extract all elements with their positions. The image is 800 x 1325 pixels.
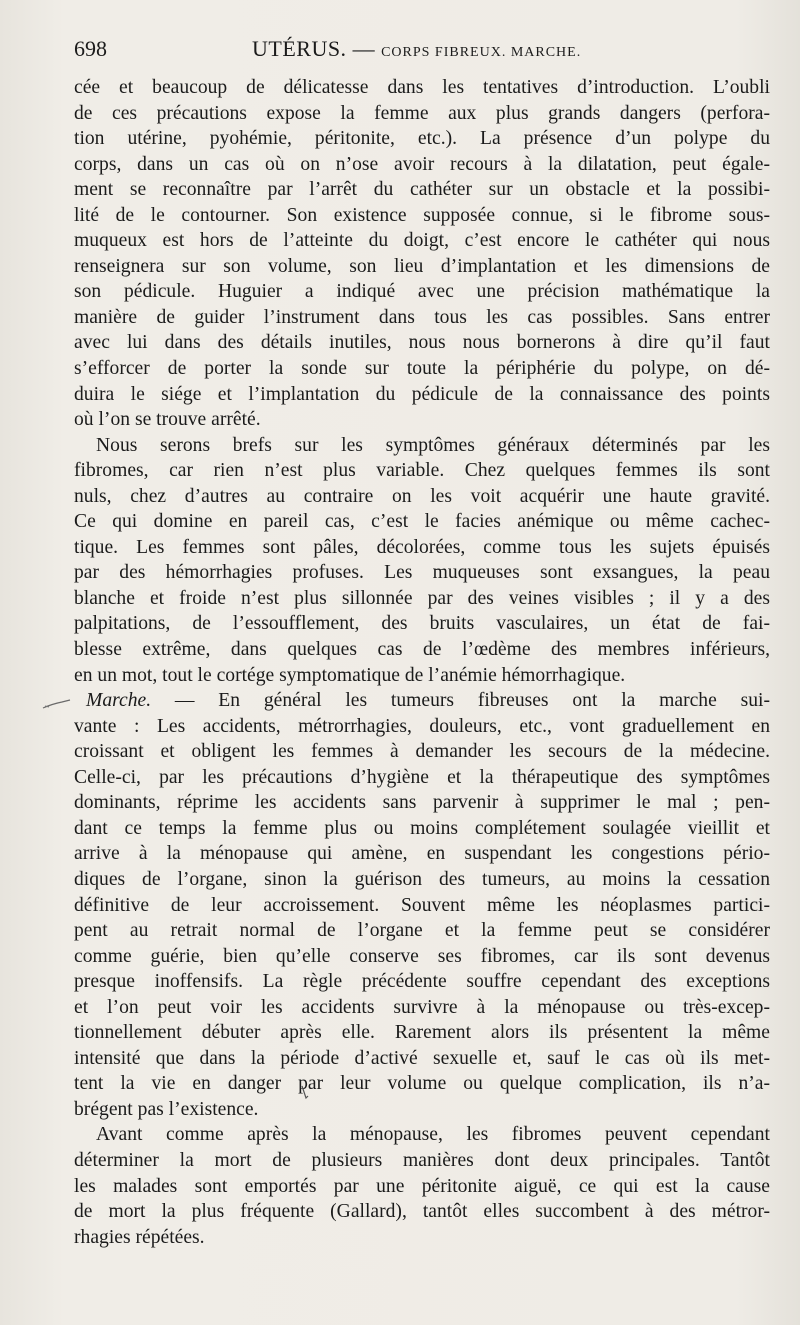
- text-line: déterminer la mort de plusieurs manières dont deux principales. Tantôt: [74, 1149, 770, 1171]
- text-line: tionnellement débuter après elle. Rarement alors ils présentent la même: [74, 1022, 770, 1044]
- text-line: lité de le contourner. Son existence supposée connue, si le fibrome sous-: [74, 204, 770, 226]
- text-line: de ces précautions expose la femme aux plus grands dangers (perfora-: [74, 102, 770, 124]
- text-line: tion utérine, pyohémie, péritonite, etc.). La présence d’un polype du: [74, 128, 770, 150]
- paragraph: [74, 75, 770, 433]
- text-line: en un mot, tout le cortége symptomatique de l’anémie hémorrhagique.: [74, 664, 626, 686]
- text-line: les malades sont emportés par une péritonite aiguë, ce qui est la cause: [74, 1175, 770, 1197]
- text-line: blesse extrême, dans quelques cas de l’œdème des membres inférieurs,: [74, 639, 770, 661]
- paragraph: [74, 1122, 770, 1250]
- text-line: pent au retrait normal de l’organe et la femme peut se considérer: [74, 920, 770, 942]
- text-line: intensité que dans la période d’activé sexuelle et, sauf le cas où ils met-: [74, 1047, 770, 1069]
- text-line: Celle-ci, par les précautions d’hygiène et la thérapeutique des symptômes: [74, 766, 770, 788]
- page-header: [74, 36, 770, 66]
- page-number: 698: [74, 36, 107, 61]
- text-line: s’efforcer de porter la sonde sur toute la périphérie du polype, on dé-: [74, 358, 770, 380]
- text-line: rhagies répétées.: [74, 1226, 205, 1248]
- running-head: [252, 36, 581, 62]
- body-text: [74, 75, 770, 1250]
- text-line: Nous serons brefs sur les symptômes généraux déterminés par les: [96, 434, 770, 456]
- text-line: cée et beaucoup de délicatesse dans les tentatives d’introduction. L’oubli: [74, 77, 770, 98]
- heading-continuation: — En général les tumeurs fibreuses ont la marche sui-: [151, 690, 770, 712]
- text-line: Ce qui domine en pareil cas, c’est le facies anémique ou même cachec-: [74, 511, 770, 533]
- text-line: dominants, réprime les accidents sans parvenir à supprimer le mal ; pen-: [74, 792, 770, 814]
- paragraph: [74, 433, 770, 688]
- text-line: duira le siége et l’implantation du pédicule de la connaissance des points: [74, 383, 770, 405]
- text-line: de mort la plus fréquente (Gallard), tantôt elles succombent à des métror-: [74, 1201, 770, 1223]
- text-line: tique. Les femmes sont pâles, décolorées, comme tous les sujets épuisés: [74, 536, 770, 558]
- text-line: croissant et obligent les femmes à demander les secours de la médecine.: [74, 741, 770, 763]
- text-line: Avant comme après la ménopause, les fibromes peuvent cependant: [96, 1124, 770, 1146]
- section-heading: Marche.: [86, 690, 152, 712]
- running-head-title: UTÉRUS.: [252, 36, 347, 61]
- text-line: où l’on se trouve arrêté.: [74, 409, 261, 431]
- paragraph-marche: [74, 688, 770, 1122]
- text-line: vante : Les accidents, métrorrhagies, douleurs, etc., vont graduellement en: [74, 715, 770, 737]
- text-line: ment se reconnaître par l’arrêt du cathéter sur un obstacle et la possibi-: [74, 179, 770, 201]
- pencil-tick-icon: [300, 1085, 310, 1101]
- text-line: et l’on peut voir les accidents survivre à la ménopause ou très-excep-: [74, 996, 770, 1018]
- text-line: dant ce temps la femme plus ou moins complétement soulagée vieillit et: [74, 817, 770, 839]
- text-line: [74, 688, 770, 714]
- text-line: corps, dans un cas où on n’ose avoir recours à la dilatation, peut égale-: [74, 153, 770, 175]
- text-line: définitive de leur accroissement. Souvent même les néoplasmes partici-: [74, 894, 770, 916]
- text-line: tent la vie en danger par leur volume ou quelque complication, ils n’a-: [74, 1073, 770, 1095]
- text-line: muqueux est hors de l’atteinte du doigt, c’est encore le cathéter qui nous: [74, 230, 770, 252]
- text-line: presque inoffensifs. La règle précédente souffre cependant des exceptions: [74, 971, 770, 993]
- running-head-subtitle: CORPS FIBREUX. MARCHE.: [381, 45, 582, 60]
- running-head-separator: —: [352, 36, 376, 61]
- text-line: arrive à la ménopause qui amène, en suspendant les congestions pério-: [74, 843, 770, 865]
- text-line: renseignera sur son volume, son lieu d’implantation et les dimensions de: [74, 255, 770, 277]
- text-line: par des hémorrhagies profuses. Les muqueuses sont exsangues, la peau: [74, 562, 770, 584]
- text-line: nuls, chez d’autres au contraire on les voit acquérir une haute gravité.: [74, 485, 770, 507]
- text-line: manière de guider l’instrument dans tous les cas possibles. Sans entrer: [74, 306, 770, 328]
- text-line: blanche et froide n’est plus sillonnée par des veines visibles ; il y a des: [74, 587, 770, 609]
- text-line: fibromes, car rien n’est plus variable. Chez quelques femmes ils sont: [74, 460, 770, 482]
- text-line: son pédicule. Huguier a indiqué avec une précision mathématique la: [74, 281, 770, 303]
- text-line: diques de l’organe, sinon la guérison des tumeurs, au moins la cessation: [74, 868, 770, 890]
- margin-pencil-mark-icon: [42, 698, 72, 710]
- text-line: palpitations, de l’essoufflement, des bruits vasculaires, un état de fai-: [74, 613, 770, 635]
- text-line: comme guérie, bien qu’elle conserve ses fibromes, car ils sont devenus: [74, 945, 770, 967]
- text-line: brégent pas l’existence.: [74, 1098, 259, 1120]
- text-line: avec lui dans des détails inutiles, nous nous bornerons à dire qu’il faut: [74, 332, 770, 354]
